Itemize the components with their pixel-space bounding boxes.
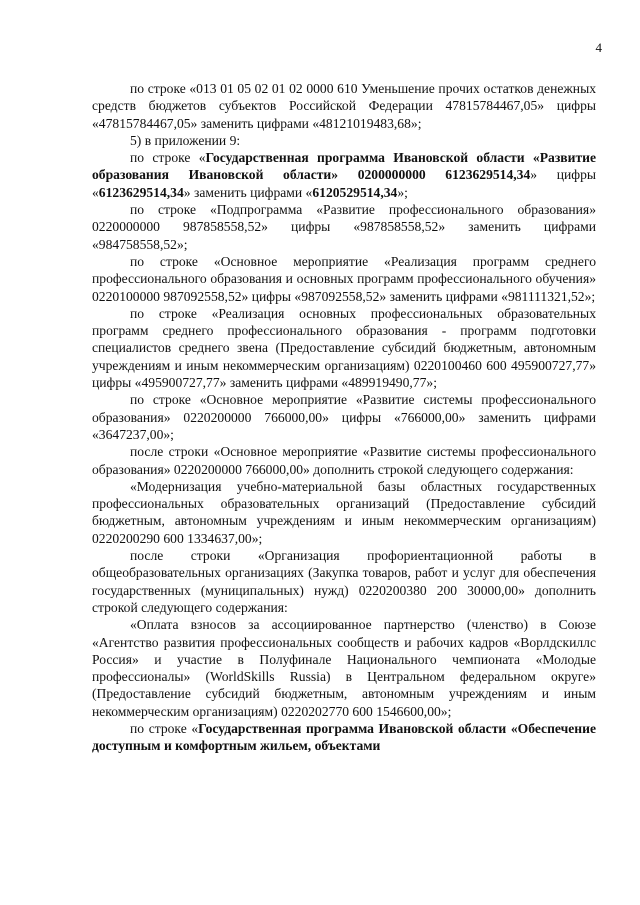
bold-text-run: Государственная программа Ивановской области «Обеспечение доступным и комфортным жильем, объектами <box>92 720 596 754</box>
text-run: «Модернизация учебно-материальной базы областных государственных профессиональных образовательных организаций (Предоставление субсидий бюджетным, автономным учреждениям и иным некоммерческим организациям) 0220200290 600 1334637,00»; <box>92 478 596 546</box>
text-run: после строки «Основное мероприятие «Развитие системы профессионального образования» 0220200000 766000,00» дополнить строкой следующего содержания: <box>92 444 596 477</box>
bold-text-run: 6120529514,34 <box>312 184 398 200</box>
text-run: » заменить цифрами « <box>183 184 313 200</box>
paragraph-implementation-programs <box>92 305 596 391</box>
bold-text-run: Государственная программа Ивановской области «Развитие образования Ивановской области» 0200000000 6123629514,34 <box>92 150 597 183</box>
paragraph-after-main-activity <box>92 443 596 478</box>
paragraph-appendix-9-heading <box>92 132 596 149</box>
text-run: по строке « <box>130 150 206 166</box>
text-run: после строки «Организация профориентационной работы в общеобразовательных организациях (Закупка товаров, работ и услуг для обеспечения государственных (муниципальных) нужд) 0220200380 200 30000,00» дополнить строкой следующего содержания: <box>92 548 596 615</box>
text-run: по строке « <box>130 720 199 736</box>
text-run: по строке «Основное мероприятие «Развитие системы профессионального образования» 0220200000 766000,00» цифры «766000,00» заменить цифрами «3647237,00»; <box>92 392 596 442</box>
paragraph-main-activity-development <box>92 391 596 443</box>
text-run: 5) в приложении 9: <box>130 132 241 148</box>
text-run: » цифры « <box>92 167 597 200</box>
text-run: »; <box>397 184 408 200</box>
text-run: «Оплата взносов за ассоциированное партнерство (членство) в Союзе «Агентство развития профессиональных сообществ и рабочих кадров «Ворлдскиллс Россия» и участие в Полуфинале Национального чемпионата «Молодые профессионалы» (WorldSkills Russia) в Центральном федеральном округе» (Предоставление субсидий бюджетным, автономным учреждениям и иным некоммерческим организациям) 0220202770 600 1546600,00»; <box>92 617 596 719</box>
text-run: по строке «Основное мероприятие «Реализация программ среднего профессионального образования и основных программ профессионального обучения» 0220100000 987092558,52» цифры «987092558,52» заменить цифрами «981111321,52»; <box>92 253 596 304</box>
paragraph-program-housing <box>92 720 596 755</box>
document-body <box>92 80 596 755</box>
text-run: по строке «Подпрограмма «Развитие профессионального образования» 0220000000 987858558,52» цифры «987858558,52» заменить цифрами «984758558,52»; <box>92 202 596 252</box>
paragraph-program-education <box>92 149 596 201</box>
text-run: по строке «013 01 05 02 01 02 0000 610 Уменьшение прочих остатков денежных средств бюджетов субъектов Российской Федерации 47815784467,05» цифры «47815784467,05» заменить цифрами «48121019483,68»; <box>92 81 596 131</box>
text-run: по строке «Реализация основных профессиональных образовательных программ среднего профессионального образования - программ подготовки специалистов среднего звена (Предоставление субсидий бюджетным, автономным учреждениям и иным некоммерческим организациям) 0220100460 600 495900727,77» цифры «495900727,77» заменить цифрами «489919490,77»; <box>92 305 596 391</box>
paragraph-row-013-decrease <box>92 80 596 132</box>
page-number: 4 <box>595 40 602 55</box>
bold-text-run: 6123629514,34 <box>98 184 184 200</box>
paragraph-main-activity-programs <box>92 253 596 305</box>
paragraph-worldskills-quote <box>92 616 596 720</box>
paragraph-after-career-guidance <box>92 547 596 616</box>
paragraph-modernization-quote <box>92 478 596 547</box>
paragraph-subprogram-professional-education <box>92 201 596 253</box>
